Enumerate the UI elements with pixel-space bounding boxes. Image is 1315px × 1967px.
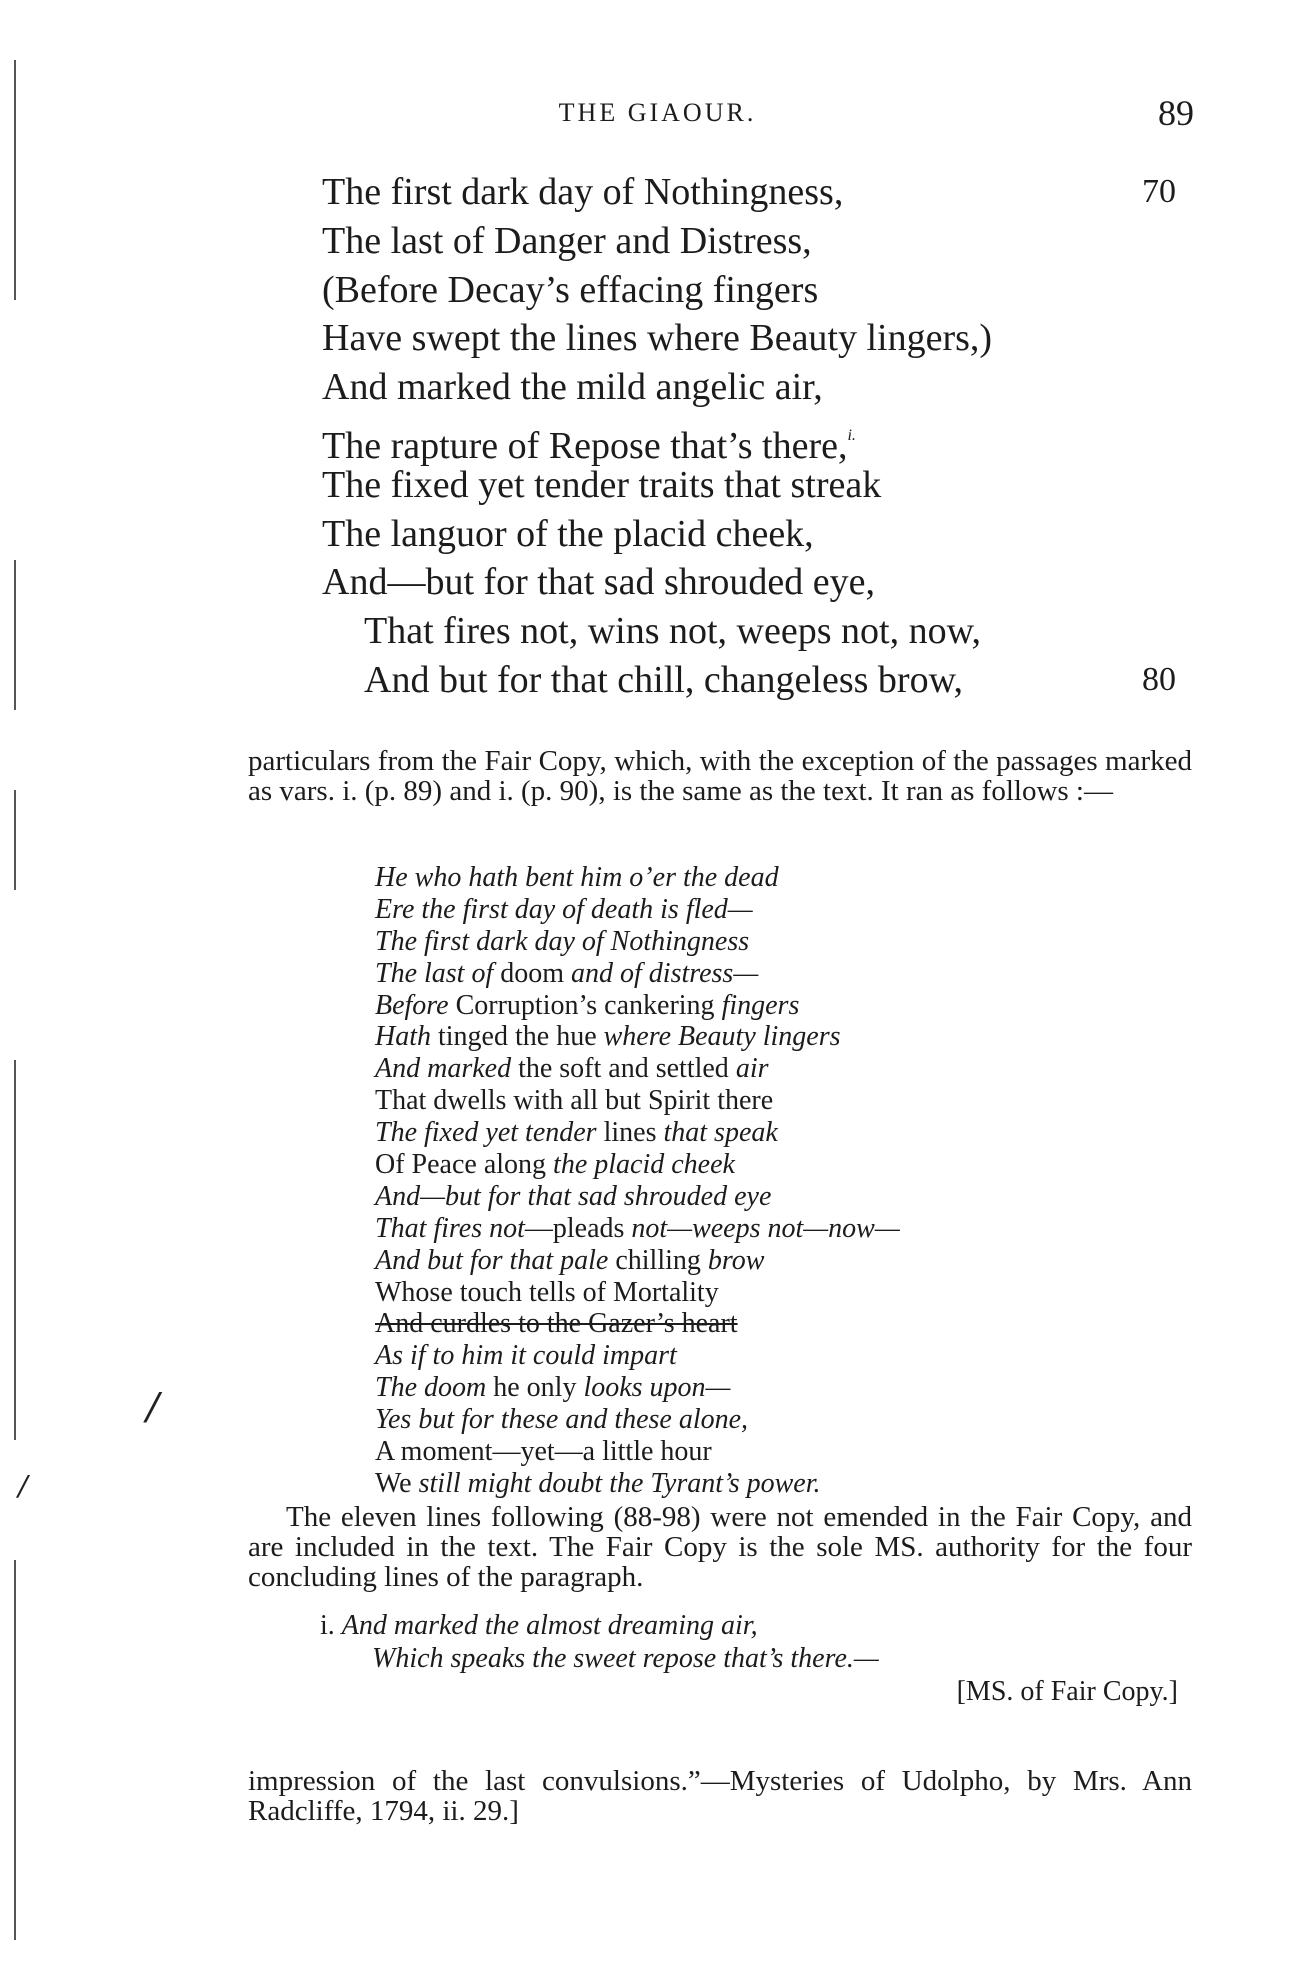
fair-copy-line: The first dark day of Nothingness (375, 925, 750, 957)
fair-copy-text (375, 862, 1095, 1500)
line-number: 80 (1142, 660, 1176, 698)
variant-source: [MS. of Fair Copy.] (956, 1676, 1178, 1707)
fair-copy-line: And but for that pale chilling brow (375, 1244, 765, 1276)
fair-copy-line: That dwells with all but Spirit there (375, 1085, 774, 1117)
poem-line: And marked the mild angelic air, (322, 366, 823, 409)
fair-copy-line: Whose touch tells of Mortality (375, 1276, 719, 1308)
variant-line-1: And marked the almost dreaming air, (341, 1610, 758, 1641)
poem-line: The rapture of Repose that’s there,$^{i.}$ (322, 424, 856, 467)
fair-copy-line: The doom he only looks upon— (375, 1372, 731, 1404)
variant-label: i. (320, 1610, 335, 1641)
footnote-continuation: impression of the last convulsions.”—Mysteries of Udolpho, by Mrs. Ann Radcliffe, 1794, ii. 29.] (248, 1765, 1192, 1827)
note-eleven-lines: The eleven lines following (88-98) were not emended in the Fair Copy, and are included in the text. The Fair Copy is the sole MS. authority for the four concluding lines of the paragraph. (248, 1501, 1192, 1593)
poem-line: And but for that chill, changeless brow, 80 (322, 656, 1202, 705)
margin-pencil-mark: / (146, 1381, 159, 1432)
poem-line: The last of Danger and Distress, (322, 219, 812, 262)
binding-edge-mark (14, 1060, 16, 1440)
poem-line: And—but for that sad shrouded eye, (322, 561, 875, 604)
binding-edge-mark (14, 560, 16, 710)
poem-line: That fires not, wins not, weeps not, now, (364, 610, 982, 653)
poem-line: The languor of the placid cheek, (322, 512, 814, 555)
margin-pencil-mark: / (18, 1468, 28, 1505)
fair-copy-line: Ere the first day of death is fled— (375, 893, 753, 925)
fair-copy-line: The fixed yet tender lines that speak (375, 1117, 778, 1149)
poem-line: (Before Decay’s effacing fingers (322, 268, 819, 311)
fair-copy-line: A moment—yet—a little hour (375, 1436, 712, 1468)
variant-line-2: Which speaks the sweet repose that’s there.— (372, 1643, 879, 1674)
poem-line: Have swept the lines where Beauty lingers,) (322, 317, 993, 360)
poem-text (322, 168, 1202, 705)
binding-edge-mark (14, 1560, 16, 1940)
variant-note-marker: i. (847, 426, 856, 444)
note-intro: particulars from the Fair Copy, which, with the exception of the passages marked as vars. i. (p. 89) and i. (p. 90), is the same as the text. It ran as follows :— (248, 745, 1192, 807)
fair-copy-line: Yes but for these and these alone, (375, 1404, 749, 1436)
fair-copy-line: We still might doubt the Tyrant’s power. (375, 1467, 821, 1499)
fair-copy-line: As if to him it could impart (375, 1340, 677, 1372)
fair-copy-line: Before Corruption’s cankering fingers (375, 989, 800, 1021)
fair-copy-line: That fires not—pleads not—weeps not—now— (375, 1212, 900, 1244)
line-number: 70 (1142, 173, 1176, 210)
page-number: 89 (1158, 93, 1194, 133)
fair-copy-line: Of Peace along the placid cheek (375, 1149, 735, 1181)
fair-copy-line: And—but for that sad shrouded eye (375, 1180, 772, 1212)
fair-copy-line: The last of doom and of distress— (375, 957, 759, 989)
poem-line: The fixed yet tender traits that streak (322, 463, 882, 506)
binding-edge-mark (14, 790, 16, 890)
variant-reading (320, 1609, 1192, 1708)
fair-copy-line: Hath tinged the hue where Beauty lingers (375, 1021, 841, 1053)
binding-edge-mark (14, 60, 16, 300)
fair-copy-line: And marked the soft and settled air (375, 1053, 769, 1085)
running-head: THE GIAOUR. (558, 98, 757, 127)
fair-copy-line-struck: And curdles to the Gazer’s heart (375, 1308, 738, 1340)
poem-line: The first dark day of Nothingness, 70 (322, 168, 1202, 217)
fair-copy-line: He who hath bent him o’er the dead (375, 862, 779, 893)
